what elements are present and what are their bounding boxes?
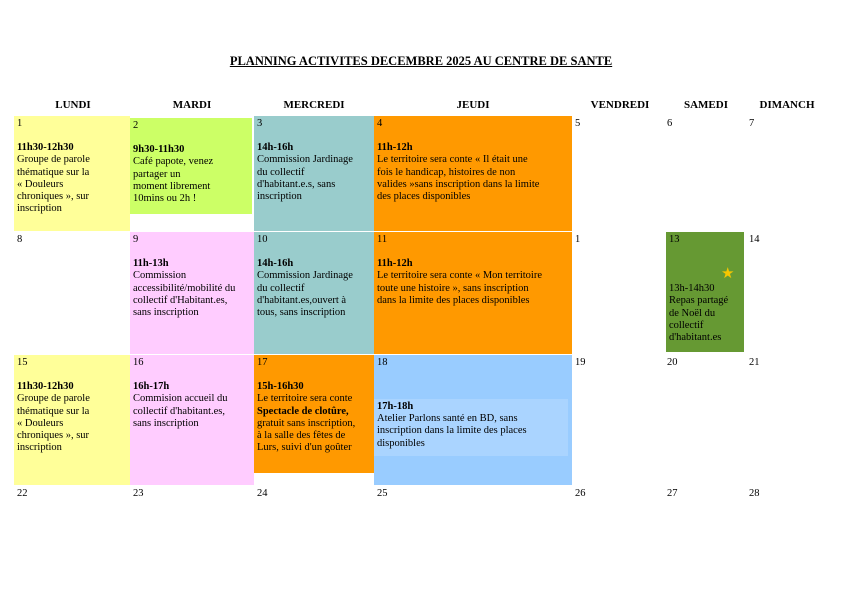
header-jeudi: JEUDI [456, 99, 490, 111]
event-line: chroniques », sur [17, 430, 90, 442]
day-number: 1 [17, 118, 23, 129]
event-time: 16h-17h [133, 381, 170, 393]
day-cell-12[interactable] [572, 232, 666, 352]
event-line: Commission Jardinage [257, 270, 353, 282]
day-number: 10 [257, 234, 268, 245]
event-line: Le territoire sera conte « Mon territoire [377, 270, 543, 282]
event-line: du collectif [257, 282, 305, 294]
star-icon: ★ [721, 266, 735, 282]
day-number: 25 [377, 488, 388, 499]
day-cell-28[interactable] [746, 486, 828, 566]
event-time: 11h30-12h30 [17, 381, 74, 393]
day-number: 14 [749, 234, 760, 245]
event-box[interactable] [374, 399, 568, 456]
event-line: Le territoire sera conte « Il était une [377, 154, 528, 166]
event-line: thématique sur la [17, 166, 90, 178]
event-line: Lurs, suivi d'un goûter [257, 442, 352, 454]
day-cell-19[interactable] [572, 355, 666, 485]
day-number: 20 [667, 357, 678, 368]
day-number: 16 [133, 357, 144, 368]
day-cell-22[interactable] [14, 486, 130, 566]
event-line: chroniques », sur [17, 191, 90, 203]
day-cell-13[interactable] [666, 232, 744, 352]
event-line: collectif [669, 319, 704, 331]
day-number: 4 [377, 118, 383, 129]
header-vendredi: VENDREDI [590, 99, 650, 111]
event-line: à la salle des fêtes de [257, 430, 346, 442]
event-time: 9h30-11h30 [133, 144, 185, 156]
header-mercredi: MERCREDI [283, 99, 345, 111]
event-line: Café papote, venez [133, 156, 214, 168]
event-line: sans inscription [133, 417, 199, 429]
event-line: dans la limite des places disponibles [377, 294, 530, 306]
day-cell-4[interactable] [374, 116, 572, 231]
day-cell-17[interactable] [254, 355, 374, 473]
day-cell-15[interactable] [14, 355, 130, 485]
event-time: 11h30-12h30 [17, 142, 74, 154]
event-line: Le territoire sera conte [257, 393, 353, 405]
event-line: d'habitant.es,ouvert à [257, 294, 347, 306]
day-number: 7 [749, 118, 755, 129]
day-cell-2[interactable] [130, 116, 252, 214]
day-number: 9 [133, 234, 139, 245]
day-number: 18 [377, 357, 388, 368]
event-time: 13h-14h30 [669, 283, 715, 295]
day-number: 2 [133, 120, 139, 131]
event-line: inscription dans la limite des places [377, 425, 527, 437]
event-line: collectif d'Habitant.es, [133, 294, 228, 306]
event-line: Groupe de parole [17, 393, 90, 405]
event-line: 10mins ou 2h ! [133, 193, 197, 205]
event-line: Commission Jardinage [257, 154, 353, 166]
day-cell-10[interactable] [254, 232, 374, 354]
event-line: inscription [257, 191, 302, 203]
event-line: collectif d'habitant.es, [133, 405, 225, 417]
day-number: 22 [17, 488, 28, 499]
day-number: 11 [377, 234, 388, 245]
event-line: d'habitant.e.s, sans [257, 178, 336, 190]
day-cell-23[interactable] [130, 486, 254, 566]
event-time: 11h-12h [377, 258, 413, 270]
event-line: thématique sur la [17, 405, 90, 417]
event-line: inscription [17, 203, 62, 215]
day-number: 27 [667, 488, 678, 499]
page-title: PLANNING ACTIVITES DECEMBRE 2025 AU CENTRE DE SANTE [229, 54, 613, 68]
event-line: Repas partagé [669, 295, 729, 307]
day-cell-27[interactable] [664, 486, 746, 566]
day-cell-1[interactable] [14, 116, 130, 231]
day-number: 13 [669, 234, 680, 245]
header-dimanche: DIMANCH [759, 99, 815, 111]
day-number: 5 [575, 118, 581, 129]
event-line: Groupe de parole [17, 154, 90, 166]
event-line: valides »sans inscription dans la limite [377, 178, 540, 190]
event-time: 11h-12h [377, 142, 413, 154]
day-cell-3[interactable] [254, 116, 374, 231]
day-number: 28 [749, 488, 760, 499]
day-number: 19 [575, 357, 586, 368]
day-number: 23 [133, 488, 144, 499]
event-line: toute une histoire », sans inscription [377, 282, 529, 294]
day-cell-9[interactable] [130, 232, 254, 354]
day-cell-11[interactable] [374, 232, 572, 354]
event-line: Atelier Parlons santé en BD, sans [377, 413, 518, 425]
day-number: 15 [17, 357, 28, 368]
event-line: d'habitant.es [669, 332, 722, 344]
day-number: 8 [17, 234, 23, 245]
day-cell-8[interactable] [14, 232, 130, 352]
event-line: accessibilité/mobilité du [133, 282, 236, 294]
event-line: Spectacle de clotûre, [257, 405, 349, 417]
day-cell-26[interactable] [572, 486, 666, 566]
event-line: de Noël du [669, 307, 716, 319]
day-cell-25[interactable] [374, 486, 572, 566]
event-line: gratuit sans inscription, [257, 417, 356, 429]
event-line: des places disponibles [377, 191, 471, 203]
day-cell-6[interactable] [664, 116, 746, 231]
event-line: du collectif [257, 166, 305, 178]
day-number: 3 [257, 118, 263, 129]
day-cell-24[interactable] [254, 486, 374, 566]
header-samedi: SAMEDI [683, 99, 728, 111]
header-mardi: MARDI [172, 99, 212, 111]
event-line: sans inscription [133, 307, 199, 319]
event-line: inscription [17, 442, 62, 454]
event-line: « Douleurs [17, 417, 64, 429]
event-line: Commission [133, 270, 187, 282]
day-cell-21[interactable] [746, 355, 828, 485]
event-line: « Douleurs [17, 178, 64, 190]
event-line: Commision accueil du [133, 393, 228, 405]
day-number: 24 [257, 488, 268, 499]
day-cell-7[interactable] [746, 116, 828, 231]
day-cell-16[interactable] [130, 355, 254, 485]
header-lundi: LUNDI [55, 99, 91, 111]
event-line: partager un [133, 168, 181, 180]
event-time: 14h-16h [257, 258, 294, 270]
event-line: moment librement [133, 180, 211, 192]
event-time: 11h-13h [133, 258, 169, 270]
event-line: fois le handicap, histoires de non [377, 166, 516, 178]
event-line: disponibles [377, 437, 425, 449]
day-cell-14[interactable] [746, 232, 828, 352]
day-number: 1 [575, 234, 581, 245]
event-time: 15h-16h30 [257, 381, 304, 393]
day-number: 21 [749, 357, 760, 368]
event-time: 17h-18h [377, 401, 414, 412]
event-time: 14h-16h [257, 142, 294, 154]
day-number: 17 [257, 357, 268, 368]
day-number: 6 [667, 118, 673, 129]
event-line: tous, sans inscription [257, 307, 346, 319]
day-number: 26 [575, 488, 586, 499]
day-cell-20[interactable] [664, 355, 746, 485]
day-cell-18[interactable] [374, 355, 572, 485]
day-cell-5[interactable] [572, 116, 666, 231]
